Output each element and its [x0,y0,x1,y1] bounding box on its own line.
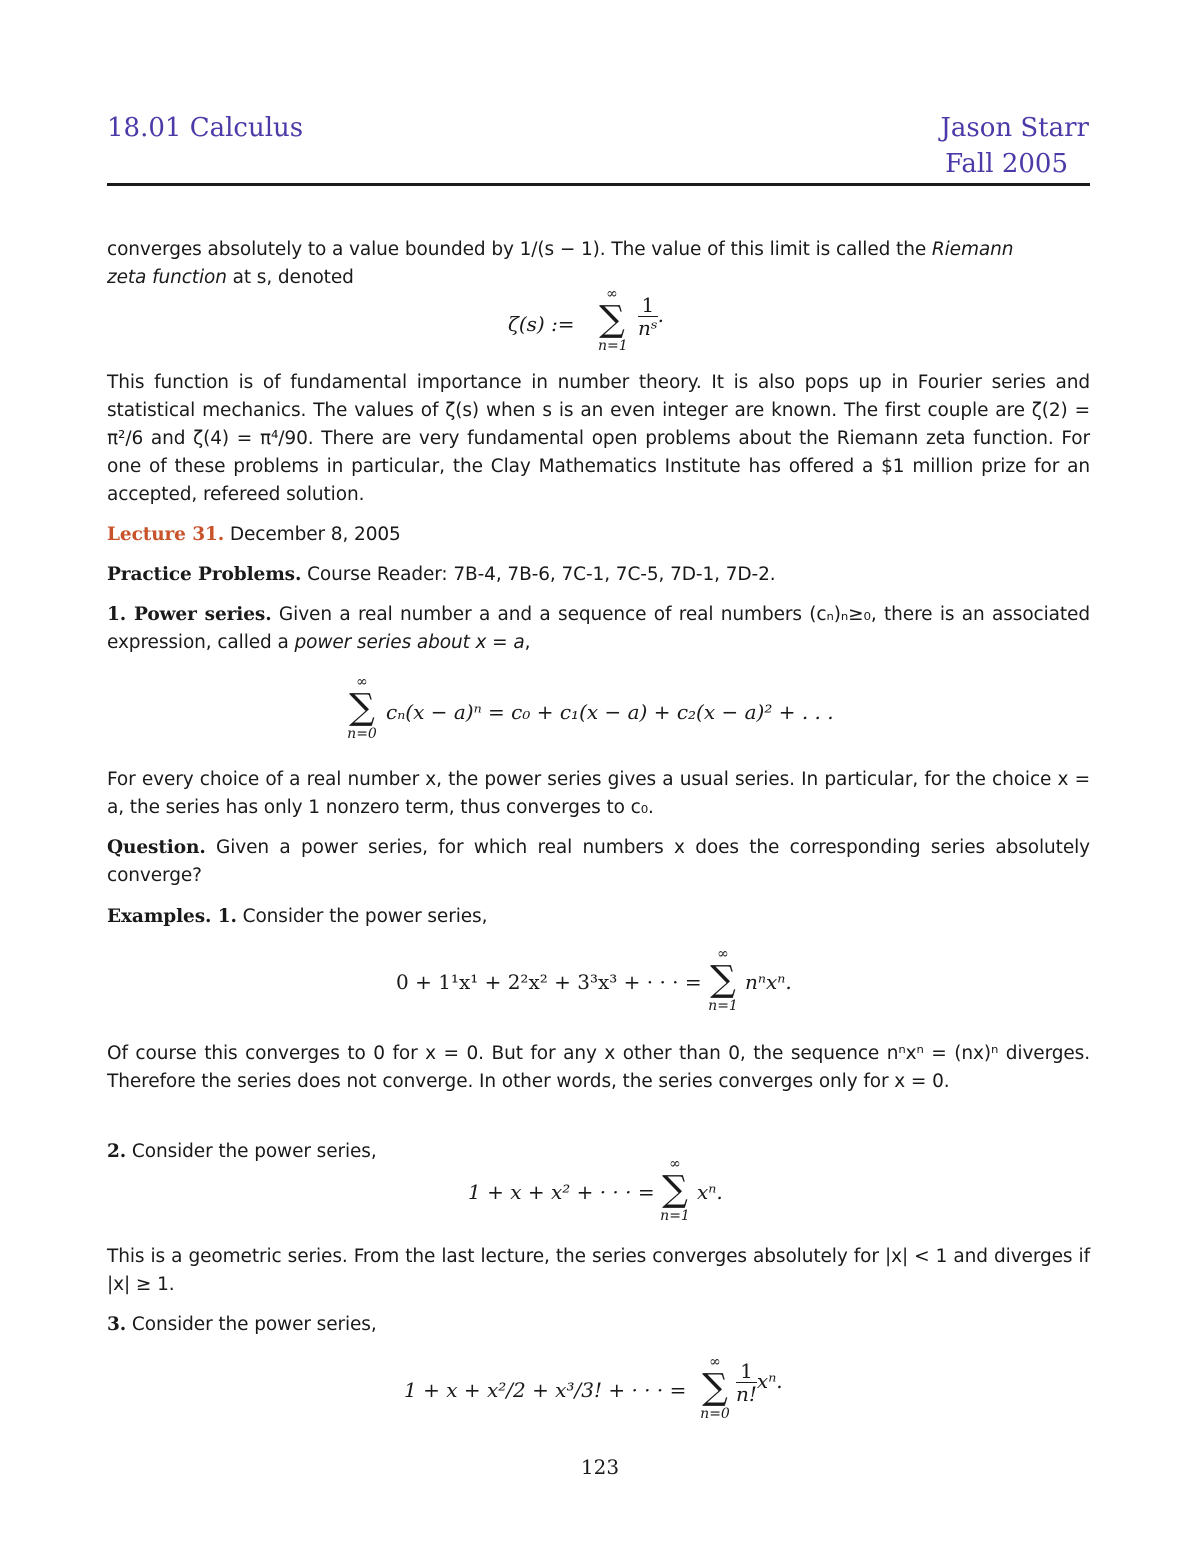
eq-rhs: xⁿ. [756,1369,783,1393]
eq-lhs: 0 + 1¹x¹ + 2²x² + 3³x³ + · · · = [396,970,702,994]
question-block [107,834,1090,890]
sum-symbol [698,1354,732,1422]
equation-example-1 [396,970,702,994]
example-number: 1. [211,906,237,927]
sum-upper-limit: ∞ [717,946,729,962]
text-segment: at s, denoted [226,267,354,288]
eq-rhs-example-3 [736,1360,783,1405]
lecture-heading [107,521,1090,549]
text-segment: Given a real number a and a sequence of real numbers (cₙ)ₙ≥₀, there is an associated expression, called a [107,604,1090,653]
sum-lower-limit: n=0 [700,1406,730,1422]
eq-end: . [657,303,664,327]
emphasis-riemann: Riemann [931,239,1014,260]
lecture-label: Lecture 31. [107,524,225,545]
eq-lhs: 1 + x + x² + · · · = [468,1180,655,1204]
equation-zeta [508,312,575,336]
text-body: Of course this converges to 0 for x = 0. But for any x other than 0, the sequence nⁿxⁿ = (nx)ⁿ diverges. Therefore the series does not converge. In other words, the series converges only for x = 0. [107,1043,1090,1092]
sum-upper-limit: ∞ [356,674,368,690]
sigma-glyph: ∑ [599,299,625,340]
examples-heading [107,903,1090,931]
equation-power-series [386,700,834,724]
practice-problems [107,561,1090,589]
sum-upper-limit: ∞ [709,1354,721,1370]
emphasis-zeta-function: zeta function [107,267,227,288]
sum-lower-limit: n=1 [660,1208,690,1224]
section-label: 1. Power series. [107,604,272,625]
paragraph-riemann-intro [107,236,1090,292]
eq-rhs: nⁿxⁿ. [745,970,792,994]
equation-example-3 [404,1378,686,1402]
eq-lhs: 1 + x + x²/2 + x³/3! + · · · = [404,1378,687,1402]
sum-lower-limit: n=0 [347,726,377,742]
sum-symbol [598,286,626,354]
sigma-glyph: ∑ [702,1367,728,1408]
sum-symbol [706,946,740,1014]
example-text: Consider the power series, [126,1314,377,1335]
question-label: Question. [107,837,206,858]
term-label: Fall 2005 [945,149,1068,179]
practice-text: Course Reader: 7B-4, 7B-6, 7C-1, 7C-5, 7D-1, 7D-2. [301,564,776,585]
paragraph-example-2 [107,1243,1090,1299]
eq-rhs-example-2 [697,1180,723,1204]
fraction-numerator: 1 [736,1360,757,1383]
text-segment: converges absolutely to a value bounded by 1/(s − 1). The value of this limit is called the [107,239,932,260]
section-power-series [107,601,1090,657]
text-segment: , [524,632,531,653]
emphasis-power-series: power series about x = a [294,632,525,653]
paragraph-example-1 [107,1040,1090,1096]
sum-upper-limit: ∞ [669,1156,681,1172]
sigma-glyph: ∑ [710,959,736,1000]
zeta-fraction [638,294,664,339]
example-2-heading [107,1138,1090,1166]
header-rule [107,183,1090,186]
paragraph-zeta-importance [107,369,1090,509]
page-number: 123 [580,1455,620,1479]
sum-upper-limit: ∞ [606,286,618,302]
sum-symbol [344,674,380,742]
examples-label: Examples. [107,906,212,927]
sigma-glyph: ∑ [662,1169,688,1210]
equation-example-2 [468,1180,655,1204]
fraction-denominator: n! [736,1382,757,1406]
fraction-numerator: 1 [638,294,658,317]
eq-rhs-example-1 [745,970,792,994]
example-number: 3. [107,1314,127,1335]
sigma-glyph: ∑ [349,687,375,728]
examples-text: Consider the power series, [236,906,488,927]
fraction-denominator: nˢ [638,316,658,340]
sum-lower-limit: n=1 [598,338,628,354]
eq-lhs: ζ(s) := [508,312,575,336]
example-3-heading [107,1311,1090,1339]
course-title: 18.01 Calculus [107,113,304,143]
paragraph-choice [107,766,1090,822]
practice-label: Practice Problems. [107,564,302,585]
lecture-date: December 8, 2005 [224,524,401,545]
example-text: Consider the power series, [126,1141,377,1162]
sum-lower-limit: n=1 [708,998,738,1014]
text-body: For every choice of a real number x, the power series gives a usual series. In particular, for the choice x = a, the series has only 1 nonzero term, thus converges to c₀. [107,769,1090,818]
author-name: Jason Starr [940,113,1089,143]
text-body: This function is of fundamental importance in number theory. It is also pops up in Fourier series and statistical mechanics. The values of ζ(s) when s is an even integer are known. The first couple are ζ(2) = π²/6 and ζ(4) = π⁴/90. There are very fundamental open problems about the Riemann zeta function. For one of these problems in particular, the Clay Mathematics Institute has offered a $1 million prize for an accepted, refereed solution. [107,372,1090,505]
eq-rhs: xⁿ. [697,1180,723,1204]
question-text: Given a power series, for which real numbers x does the corresponding series absolutely converge? [107,837,1090,886]
example-number: 2. [107,1141,127,1162]
eq-body: cₙ(x − a)ⁿ = c₀ + c₁(x − a) + c₂(x − a)² + . . . [386,700,834,724]
text-body: This is a geometric series. From the last lecture, the series converges absolutely for |x| < 1 and diverges if |x| ≥ 1. [107,1246,1090,1295]
sum-symbol [658,1156,692,1224]
